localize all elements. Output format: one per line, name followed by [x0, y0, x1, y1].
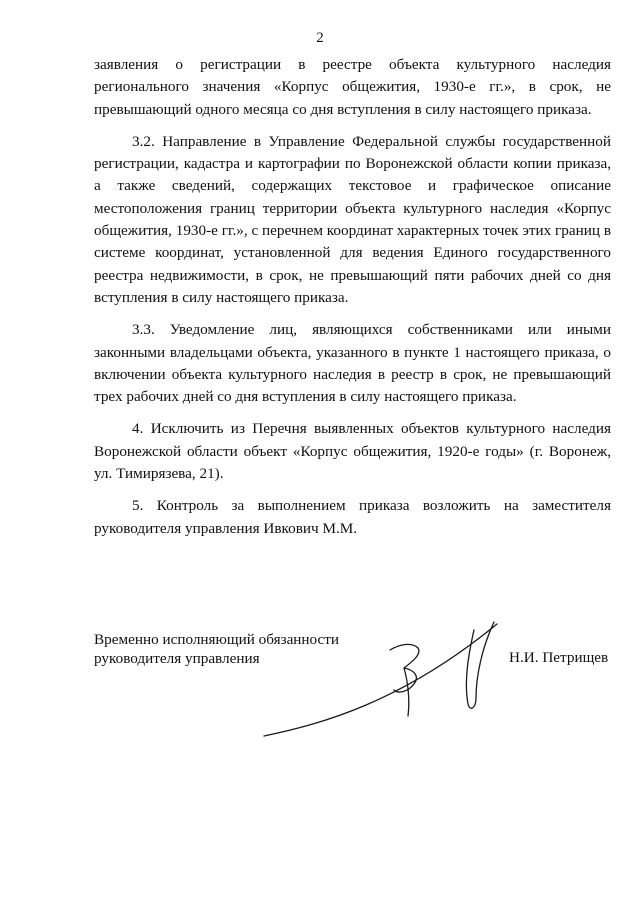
paragraph-5: 5. Контроль за выполнением приказа возложить на заместителя руководителя управления Ивкович М.М. [94, 497, 611, 537]
handwritten-signature [262, 612, 502, 752]
page-number: 2 [316, 30, 324, 46]
paragraph-3-3: 3.3. Уведомление лиц, являющихся собственниками или иными законными владельцами объекта, указанного в пункте 1 настоящего приказа, о включении объекта культурного наследия в реестр в срок, не превышающий трех рабочих дней со дня вступления в силу настоящего приказа. [94, 321, 611, 406]
document-body [94, 54, 611, 550]
signatory-position-line-1: Временно исполняющий обязанности [94, 631, 340, 648]
paragraph-3-2: 3.2. Направление в Управление Федеральной службы государственной регистрации, кадастра и картографии по Воронежской области копии приказа, а также сведений, содержащих текстовое и графическое описание местоположения границ территории объекта культурного наследия «Корпус общежития, 1930-е гг.», с перечнем координат характерных точек этих границ в системе координат, установленной для ведения Единого государственного реестра недвижимости, в срок, не превышающий пяти рабочих дней со дня вступления в силу настоящего приказа. [94, 132, 611, 306]
paragraph-4: 4. Исключить из Перечня выявленных объектов культурного наследия Воронежской области объект «Корпус общежития, 1920-е годы» (г. Воронеж, ул. Тимирязева, 21). [94, 420, 611, 483]
paragraph-continuation: заявления о регистрации в реестре объекта культурного наследия регионального значения «Корпус общежития, 1930-е гг.», в срок, не превышающий одного месяца со дня вступления в силу настоящего приказа. [94, 56, 611, 118]
signatory-position-line-2: руководителя управления [94, 650, 260, 667]
signatory-name: Н.И. Петрищев [509, 649, 609, 666]
